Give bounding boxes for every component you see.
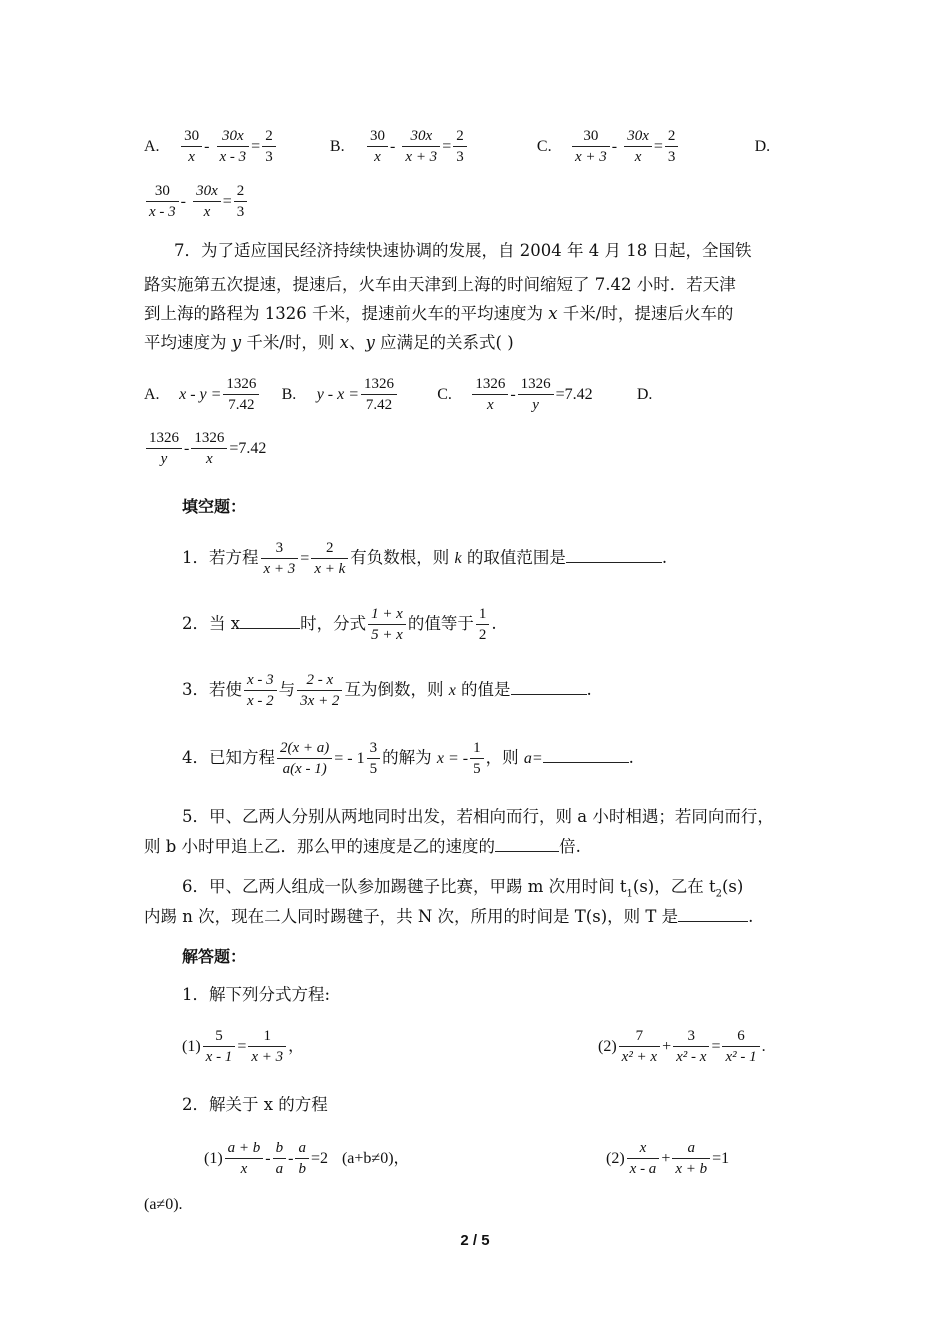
fill-q6-line1: 6．甲、乙两人组成一队参加踢毽子比赛，甲踢 m 次用时间 $t_1(s)$，乙在 $t_2(s)$ <box>182 877 744 900</box>
fraction: $\frac{b}{a}$ <box>273 1138 287 1179</box>
fraction: $\frac{2(x + a)}{a(x - 1)}$ <box>277 738 332 779</box>
fraction: $\frac{1326}{x}$ <box>191 428 227 469</box>
fraction: $\frac{7}{\text{x² + x}}$ <box>619 1026 660 1067</box>
fraction: $\frac{30x}{x}$ <box>624 126 652 167</box>
fraction: $\frac{a}{b}$ <box>295 1138 309 1179</box>
fraction: $\frac{x}{x - a}$ <box>627 1138 660 1179</box>
fraction: $\frac{30x}{x}$ <box>193 181 221 222</box>
answer-q2: 2．解关于 x 的方程 <box>182 1095 328 1114</box>
fraction: $\frac{1 + x}{5 + x}$ <box>368 604 406 645</box>
fraction: $\frac{2}{x + k}$ <box>311 538 348 579</box>
answer-q1: 1．解下列分式方程: <box>182 985 331 1004</box>
answer-q2-part2: (2) $\frac{x}{x - a}$ + $\frac{a}{x + b}$ =1 <box>606 1140 730 1177</box>
q7-line2: 路实施第五次提速，提速后，火车由天津到上海的时间缩短了 7.42 小时．若天津 <box>144 275 736 294</box>
fill-q6-line2: 内踢 n 次，现在二人同时踢毽子，共 N 次，所用的时间是 T(s)，则 T 是 . <box>144 900 753 934</box>
fraction: $\frac{1}{2}$ <box>476 604 490 645</box>
answer-heading: 解答题： <box>182 947 247 966</box>
q6-option-a-label: A. <box>144 138 160 155</box>
fill-heading: 填空题： <box>182 497 247 516</box>
fraction: $\frac{2}{3}$ <box>665 126 679 167</box>
fill-q1: 1．若方程 $\frac{3}{x + 3}$ = $\frac{2}{x + k}$ 有负数根，则 k 的取值范围是 . <box>182 540 668 577</box>
fraction: $\frac{30}{x}$ <box>367 126 388 167</box>
fraction: $\frac{1326}{y}$ <box>518 374 554 415</box>
answer-q1-part2: (2) $\frac{7}{\text{x² + x}}$ + $\frac{3}{\text{x² - x}}$ = $\frac{6}{\text{x² - 1}}$ . <box>598 1028 766 1065</box>
fraction: $\frac{1326}{7.42}$ <box>223 374 259 415</box>
answer-blank[interactable] <box>678 903 748 922</box>
fraction: $\frac{1326}{x}$ <box>472 374 508 415</box>
fraction: $\frac{2}{3}$ <box>234 181 248 222</box>
fill-q2: 2．当 x 时，分式 $\frac{1 + x}{5 + x}$ 的值等于 $\frac{1}{2}$ . <box>182 606 497 643</box>
fraction: $\frac{2}{3}$ <box>262 126 276 167</box>
answer-q2-part2-condition: (a≠0). <box>144 1196 183 1213</box>
fraction: $\frac{a + b}{x}$ <box>225 1138 264 1179</box>
fraction: $\frac{2}{3}$ <box>453 126 467 167</box>
fraction: $\frac{5}{x - 1}$ <box>203 1026 236 1067</box>
fraction: $\frac{a}{x + b}$ <box>672 1138 710 1179</box>
fill-q5-line2: 则 b 小时甲追上乙．那么甲的速度是乙的速度的 倍. <box>144 830 581 864</box>
answer-blank[interactable] <box>495 833 559 852</box>
q6-options-row1: A. $\frac{30}{x}$ - $\frac{30x}{x - 3}$ = $\frac{2}{3}$ B. $\frac{30}{x}$ - $\frac{30x}{x + 3}$ = $\frac{2}{3}$ C. $\frac{30}{x + 3}$ - $\frac{30x}{x}$ = $\frac{2}{3}$ D. <box>144 128 771 165</box>
fraction: $\frac{30}{x - 3}$ <box>146 181 179 222</box>
q7-line3: 到上海的路程为 1326 千米，提速前火车的平均速度为 x 千米/时，提速后火车的 <box>144 304 734 323</box>
fill-q4: 4．已知方程 $\frac{2(x + a)}{a(x - 1)}$ = - 1 $\frac{3}{5}$ 的解为 x = - $\frac{1}{5}$ ，则 a= . <box>182 740 634 777</box>
q7-option-d-label: D. <box>636 386 653 403</box>
answer-blank[interactable] <box>240 610 300 629</box>
fraction: $\frac{1}{5}$ <box>470 738 484 779</box>
fill-q3: 3．若使 $\frac{x - 3}{x - 2}$ 与 $\frac{2 - x}{3x + 2}$ 互为倒数，则 x 的值是 . <box>182 672 592 709</box>
fraction: $\frac{30}{x + 3}$ <box>572 126 610 167</box>
q6-option-c-label: C. <box>536 138 552 155</box>
answer-blank[interactable] <box>543 744 629 763</box>
q7-option-a-label: A. <box>144 386 160 403</box>
fraction: $\frac{x - 3}{x - 2}$ <box>244 670 277 711</box>
q6-option-d-label: D. <box>754 138 771 155</box>
fraction: $\frac{2 - x}{3x + 2}$ <box>297 670 342 711</box>
fraction: $\frac{30}{x}$ <box>181 126 202 167</box>
fraction: $\frac{30x}{x - 3}$ <box>217 126 250 167</box>
fraction: $\frac{3}{5}$ <box>367 738 381 779</box>
fraction: $\frac{6}{\text{x² - 1}}$ <box>722 1026 759 1067</box>
fraction: $\frac{3}{\text{x² - x}}$ <box>673 1026 709 1067</box>
fraction: $\frac{3}{x + 3}$ <box>261 538 299 579</box>
fraction: $\frac{30x}{x + 3}$ <box>402 126 440 167</box>
fraction: $\frac{1}{x + 3}$ <box>248 1026 286 1067</box>
q7-option-d: $\frac{1326}{y}$ - $\frac{1326}{x}$ =7.42 <box>144 428 266 469</box>
q7-option-c-label: C. <box>437 386 452 403</box>
answer-q1-part1: (1) $\frac{5}{x - 1}$ = $\frac{1}{x + 3}$ ， <box>182 1028 305 1065</box>
fraction: $\frac{1326}{y}$ <box>146 428 182 469</box>
q6-option-b-label: B. <box>329 138 345 155</box>
answer-blank[interactable] <box>566 544 662 563</box>
q7-option-b-label: B. <box>281 386 297 403</box>
q7-line1: 7．为了适应国民经济持续快速协调的发展，自 2004 年 4 月 18 日起，全国铁 <box>174 241 752 260</box>
answer-q2-part1: (1) $\frac{a + b}{x}$ - $\frac{b}{a}$ - $\frac{a}{b}$ =2 (a+b≠0)， <box>204 1140 410 1177</box>
q7-line4: 平均速度为 y 千米/时，则 x、y 应满足的关系式( ) <box>144 333 514 352</box>
q7-options-row1: A. x - y = $\frac{1326}{7.42}$ B. y - x = $\frac{1326}{7.42}$ C. $\frac{1326}{x}$ - $\frac{1326}{y}$ =7.42 D. <box>144 376 653 413</box>
page-number: 2 / 5 <box>460 1232 490 1249</box>
fraction: $\frac{1326}{7.42}$ <box>361 374 397 415</box>
q6-option-d: $\frac{30}{x - 3}$ - $\frac{30x}{x}$ = $\frac{2}{3}$ <box>144 181 249 222</box>
fill-q5-line1: 5．甲、乙两人分别从两地同时出发，若相向而行，则 a 小时相遇；若同向而行， <box>182 807 774 826</box>
answer-blank[interactable] <box>511 676 587 695</box>
